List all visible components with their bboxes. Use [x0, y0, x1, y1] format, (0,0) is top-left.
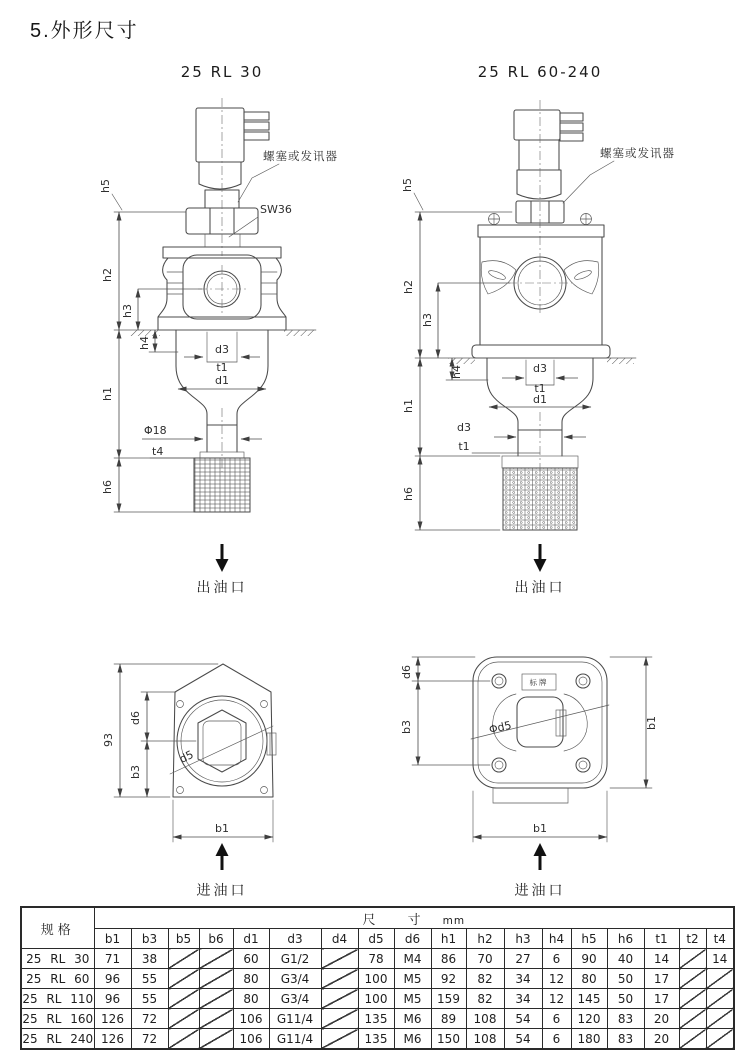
cell-h4: 12 [542, 989, 571, 1009]
dim-label-phi18: Φ18 [144, 424, 167, 437]
cell-t2 [679, 969, 706, 989]
cell-t2 [679, 949, 706, 969]
col-header-h4: h4 [542, 929, 571, 949]
inlet-label: 进油口 [514, 883, 566, 899]
col-header-b5: b5 [168, 929, 199, 949]
page-title: 5.外形尺寸 [30, 20, 139, 42]
cell-b1: 71 [94, 949, 131, 969]
cell-d6: M6 [394, 1009, 431, 1029]
filter-head [158, 247, 286, 319]
cell-h4: 6 [542, 1009, 571, 1029]
dim-label-d1: d1 [533, 393, 547, 406]
sw36-label: SW36 [260, 203, 292, 216]
bolt-hole [261, 787, 268, 794]
cell-b6 [199, 969, 233, 989]
table-row [21, 989, 734, 1009]
size-unit: mm [442, 914, 466, 927]
dim-label-b1-bottom: b1 [533, 822, 547, 835]
cell-b5 [168, 1009, 199, 1029]
dim-label-d6: d6 [129, 711, 142, 725]
dim-label-b3: b3 [400, 720, 413, 734]
cell-d4 [321, 1009, 358, 1029]
cell-h1: 89 [431, 1009, 466, 1029]
bottom-view-25rl30 [102, 664, 276, 899]
col-header-t4: t4 [706, 929, 734, 949]
hatch-right [284, 330, 314, 336]
cell-h1: 92 [431, 969, 466, 989]
cell-d6: M6 [394, 1029, 431, 1050]
cell-t4 [706, 969, 734, 989]
dim-label-d6: d6 [400, 665, 413, 679]
spec-cell: 25 RL 60 [21, 969, 94, 989]
table-row [21, 1029, 734, 1050]
dim-label-b3: b3 [129, 765, 142, 779]
cell-h2: 108 [466, 1029, 504, 1050]
cell-d1: 106 [233, 1009, 269, 1029]
lobe-right [564, 694, 587, 751]
cell-d5: 100 [358, 989, 394, 1009]
cell-b3: 72 [131, 1029, 168, 1050]
inlet-arrow-icon [216, 843, 229, 870]
cell-d1: 106 [233, 1029, 269, 1050]
cell-h3: 34 [504, 969, 542, 989]
dim-label-h6: h6 [402, 487, 415, 501]
cell-h2: 70 [466, 949, 504, 969]
nameplate-label: 标牌 [529, 678, 549, 687]
spool-outline [198, 710, 246, 772]
col-header-b1: b1 [94, 929, 131, 949]
cell-h3: 34 [504, 989, 542, 1009]
bolt-hole [492, 674, 506, 688]
cell-t4 [706, 989, 734, 1009]
cell-h3: 54 [504, 1009, 542, 1029]
cell-t4 [706, 1009, 734, 1029]
column-header-row [21, 929, 734, 949]
dim-label-h2: h2 [402, 280, 415, 294]
dim-label-h4: h4 [138, 336, 151, 350]
cell-h3: 27 [504, 949, 542, 969]
cell-d3: G11/4 [269, 1009, 321, 1029]
cell-t1: 20 [644, 1029, 679, 1050]
spec-header: 规格 [21, 907, 94, 949]
cell-h6: 83 [607, 1029, 644, 1050]
cell-b3: 72 [131, 1009, 168, 1029]
dim-label-overall: 93 [102, 733, 115, 747]
cell-b6 [199, 1009, 233, 1029]
cell-h2: 82 [466, 989, 504, 1009]
cell-d4 [321, 989, 358, 1009]
plug-callout-label: 螺塞或发讯器 [263, 149, 338, 163]
cell-h3: 54 [504, 1029, 542, 1050]
cell-h4: 6 [542, 949, 571, 969]
callouts [229, 149, 338, 237]
cell-d1: 80 [233, 989, 269, 1009]
bottom-view-25rl60-240 [400, 657, 658, 899]
bolt-hole [576, 674, 590, 688]
cell-t2 [679, 1029, 706, 1050]
col-header-h2: h2 [466, 929, 504, 949]
cell-d4 [321, 949, 358, 969]
dim-label-d3: d3 [215, 343, 229, 356]
inlet-label: 进油口 [196, 883, 248, 899]
outlet-label: 出油口 [196, 580, 248, 596]
cell-h5: 180 [571, 1029, 607, 1050]
cell-b3: 55 [131, 989, 168, 1009]
bolt-hole [177, 787, 184, 794]
drawing-title: 25 RL 30 [180, 63, 264, 81]
cell-d1: 80 [233, 969, 269, 989]
cell-d6: M4 [394, 949, 431, 969]
plug-sensor [514, 100, 583, 250]
col-header-b3: b3 [131, 929, 168, 949]
col-header-h1: h1 [431, 929, 466, 949]
cell-b1: 126 [94, 1029, 131, 1050]
bolt-hole [261, 701, 268, 708]
col-header-d5: d5 [358, 929, 394, 949]
dim-label-h6: h6 [101, 480, 114, 494]
cell-d3: G3/4 [269, 989, 321, 1009]
cell-b1: 126 [94, 1009, 131, 1029]
dimension-table [20, 906, 735, 1050]
inlet-arrow-icon [534, 843, 547, 870]
dim-label-t4: t4 [152, 445, 164, 458]
cell-d5: 135 [358, 1029, 394, 1050]
spec-cell: 25 RL 110 [21, 989, 94, 1009]
col-header-t2: t2 [679, 929, 706, 949]
cell-h6: 50 [607, 969, 644, 989]
cell-b3: 38 [131, 949, 168, 969]
table-row [21, 949, 734, 969]
front-view-25rl30 [99, 63, 338, 596]
filter-element [503, 468, 577, 530]
col-header-b6: b6 [199, 929, 233, 949]
cell-d5: 100 [358, 969, 394, 989]
table-row [21, 969, 734, 989]
cell-h5: 80 [571, 969, 607, 989]
col-header-h5: h5 [571, 929, 607, 949]
cell-h4: 12 [542, 969, 571, 989]
outlet-arrow-icon [534, 544, 547, 572]
cell-d6: M5 [394, 969, 431, 989]
dim-label-h1: h1 [402, 399, 415, 413]
dim-label-h3: h3 [121, 304, 134, 318]
cell-h6: 50 [607, 989, 644, 1009]
bolt-hole [177, 701, 184, 708]
col-header-d6: d6 [394, 929, 431, 949]
col-header-h6: h6 [607, 929, 644, 949]
dim-label-t1-side: t1 [458, 440, 470, 453]
dim-label-h2: h2 [101, 268, 114, 282]
cell-b5 [168, 989, 199, 1009]
size-header [94, 907, 734, 929]
cell-b6 [199, 1029, 233, 1050]
cell-d3: G1/2 [269, 949, 321, 969]
hatch-right [607, 358, 634, 364]
cell-d5: 78 [358, 949, 394, 969]
side-tab [556, 710, 566, 736]
col-header-t1: t1 [644, 929, 679, 949]
wing-right [564, 261, 599, 294]
cell-b1: 96 [94, 969, 131, 989]
cell-t1: 17 [644, 969, 679, 989]
cell-b5 [168, 949, 199, 969]
cell-d5: 135 [358, 1009, 394, 1029]
dim-label-d1: d1 [215, 374, 229, 387]
cell-d3: G11/4 [269, 1029, 321, 1050]
dim-label-d3-side: d3 [457, 421, 471, 434]
outlet-arrow-icon [216, 544, 229, 572]
dim-label-h1: h1 [101, 387, 114, 401]
dim-label-b1: b1 [215, 822, 229, 835]
cell-h6: 40 [607, 949, 644, 969]
cell-h5: 120 [571, 1009, 607, 1029]
callouts [563, 146, 675, 203]
cell-b3: 55 [131, 969, 168, 989]
cell-b6 [199, 989, 233, 1009]
cell-h4: 6 [542, 1029, 571, 1050]
cell-t1: 14 [644, 949, 679, 969]
cell-h5: 90 [571, 949, 607, 969]
table-body [21, 949, 734, 1050]
spec-cell: 25 RL 30 [21, 949, 94, 969]
dim-label-h4: h4 [450, 365, 463, 379]
spec-cell: 25 RL 160 [21, 1009, 94, 1029]
outlet-label: 出油口 [514, 580, 566, 596]
cell-t4: 14 [706, 949, 734, 969]
dim-label-d3-top: d3 [533, 362, 547, 375]
cell-d1: 60 [233, 949, 269, 969]
wing-left [481, 261, 516, 294]
bolt-hole [576, 758, 590, 772]
col-header-d3: d3 [269, 929, 321, 949]
col-header-h3: h3 [504, 929, 542, 949]
dim-label-phid5: Φd5 [487, 718, 513, 737]
cell-h1: 159 [431, 989, 466, 1009]
cell-h2: 82 [466, 969, 504, 989]
mounting-flange [114, 317, 316, 336]
dim-label-t1-top: t1 [534, 382, 546, 395]
dim-label-t1: t1 [216, 361, 228, 374]
cell-t2 [679, 1009, 706, 1029]
cell-b1: 96 [94, 989, 131, 1009]
flange-outline [173, 664, 273, 797]
size-header-text: 尺 寸 [362, 912, 435, 928]
cell-h6: 83 [607, 1009, 644, 1029]
cell-t2 [679, 989, 706, 1009]
drawing-title: 25 RL 60-240 [477, 63, 603, 81]
dim-label-h3: h3 [421, 313, 434, 327]
bolt-hole [492, 758, 506, 772]
cell-t1: 20 [644, 1009, 679, 1029]
dim-label-d5: d5 [177, 747, 196, 766]
plug-sensor [186, 98, 269, 256]
dim-label-h5: h5 [401, 178, 414, 192]
cell-h1: 86 [431, 949, 466, 969]
cell-h5: 145 [571, 989, 607, 1009]
cell-b5 [168, 1029, 199, 1050]
plug-callout-label: 螺塞或发讯器 [600, 146, 675, 160]
cell-t4 [706, 1029, 734, 1050]
col-header-d4: d4 [321, 929, 358, 949]
table-row [21, 1009, 734, 1029]
hatch-left [130, 330, 160, 336]
cell-d3: G3/4 [269, 969, 321, 989]
cell-h2: 108 [466, 1009, 504, 1029]
mounting-flange [415, 345, 636, 364]
cell-t1: 17 [644, 989, 679, 1009]
cell-d4 [321, 969, 358, 989]
cell-d6: M5 [394, 989, 431, 1009]
col-header-d1: d1 [233, 929, 269, 949]
spec-cell: 25 RL 240 [21, 1029, 94, 1050]
filter-head [478, 214, 604, 346]
cell-b5 [168, 969, 199, 989]
dim-label-h5: h5 [99, 179, 112, 193]
dim-label-b1-side: b1 [645, 716, 658, 730]
cell-b6 [199, 949, 233, 969]
front-view-25rl60-240 [401, 63, 675, 596]
cell-d4 [321, 1029, 358, 1050]
cell-h1: 150 [431, 1029, 466, 1050]
